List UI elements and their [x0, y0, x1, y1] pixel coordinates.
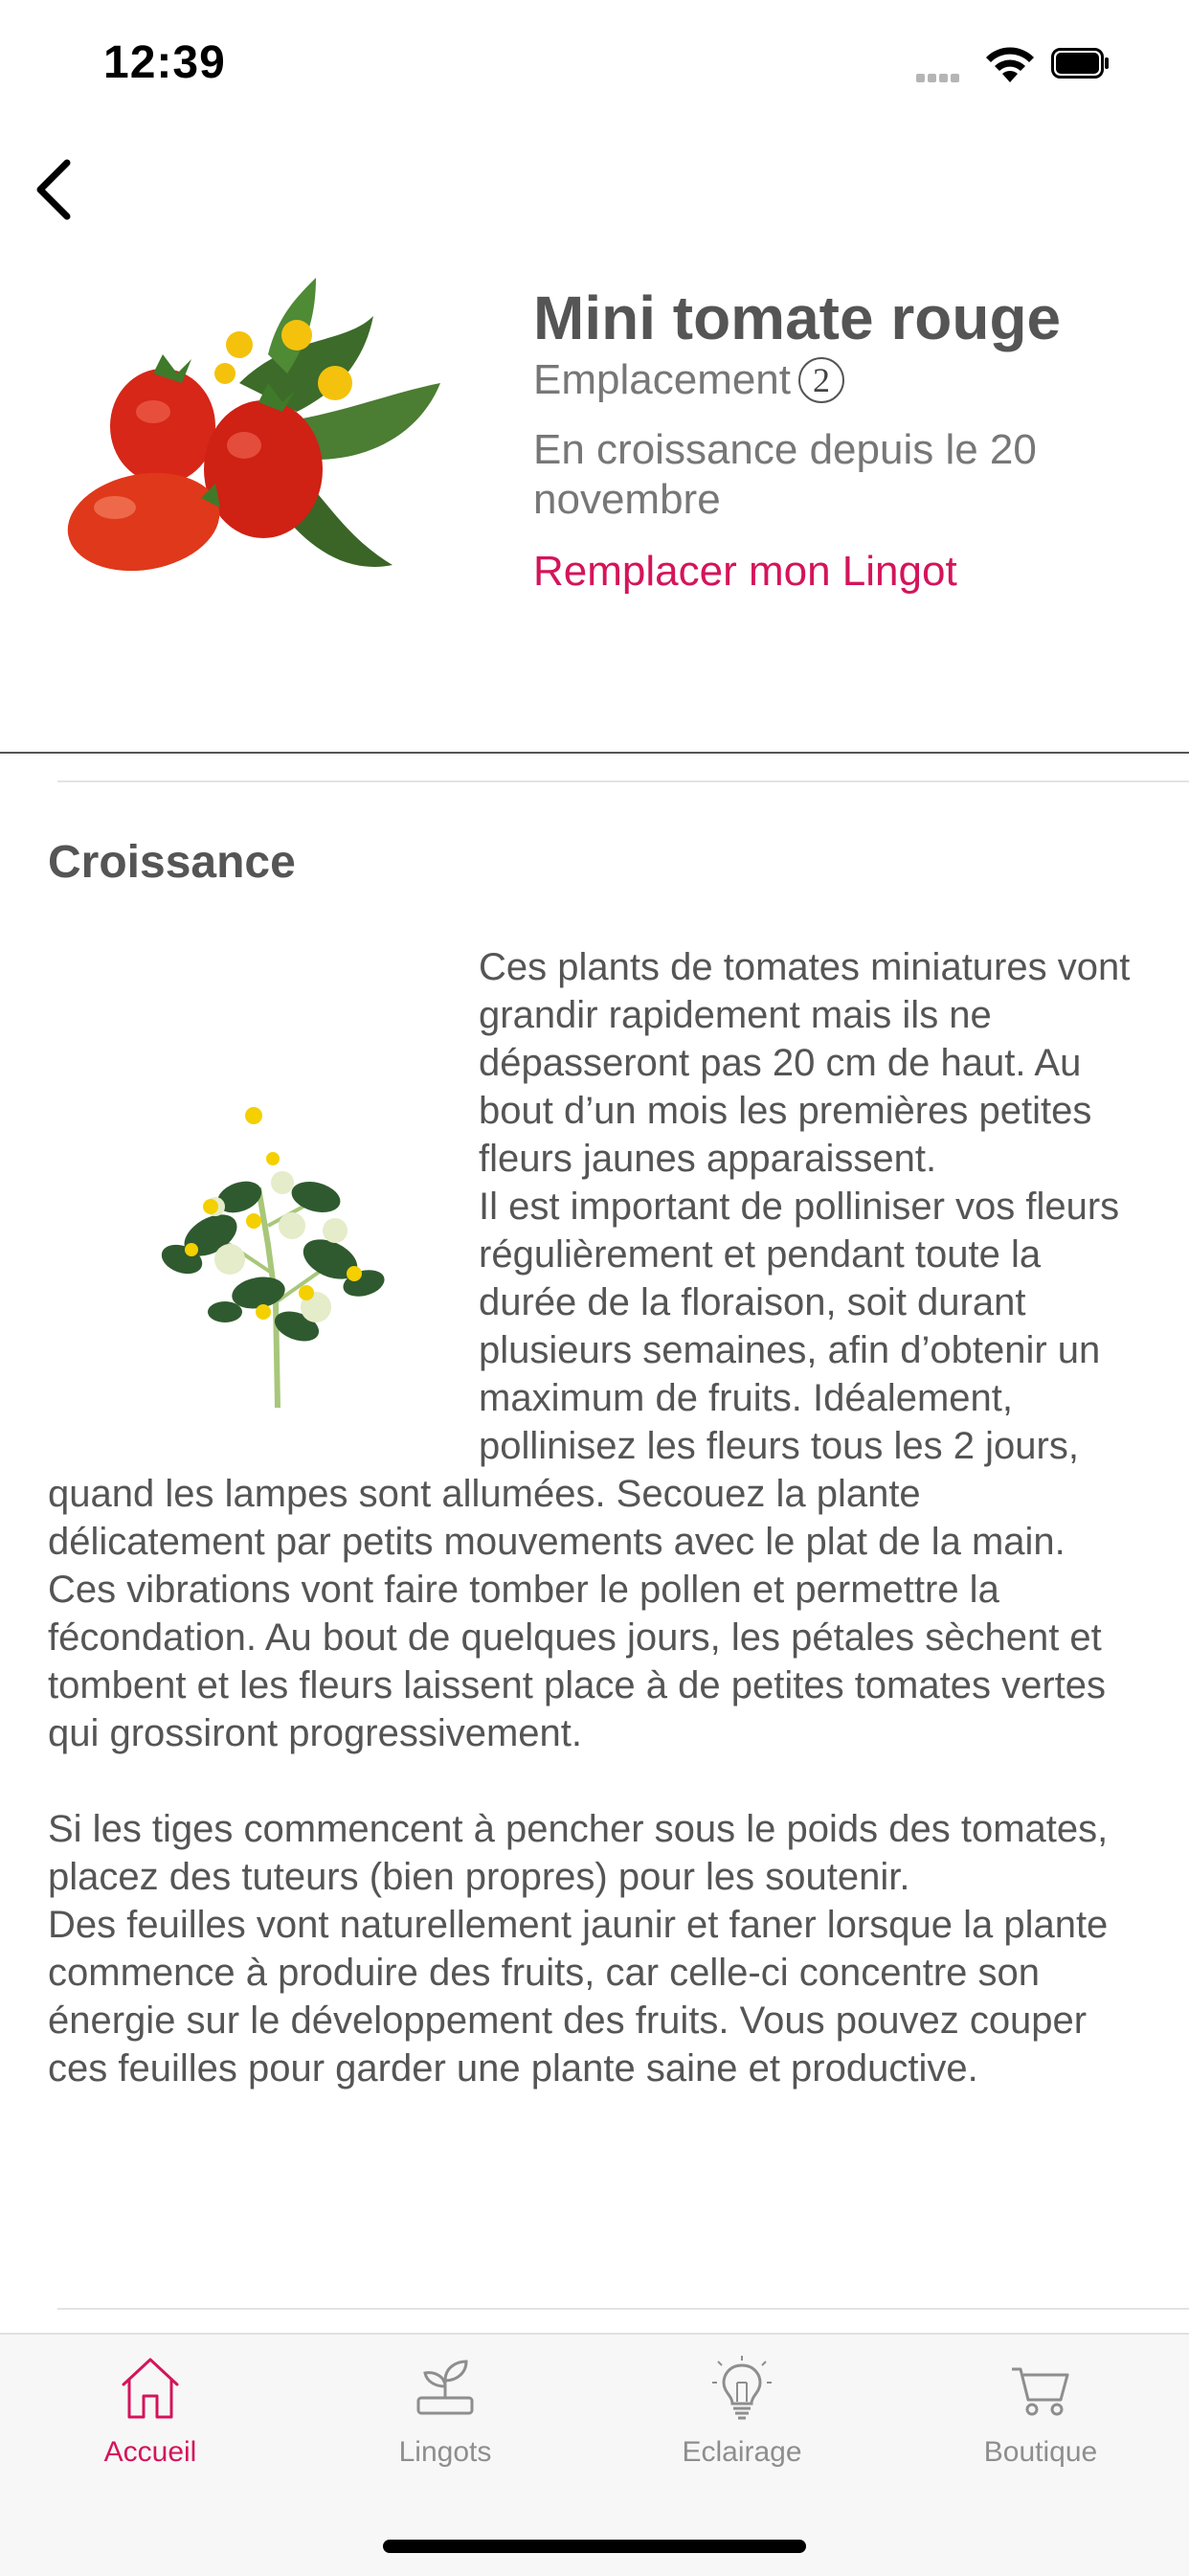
tab-label: Boutique [983, 2436, 1098, 2468]
tomato-product-image [57, 278, 479, 603]
paragraph: Il est important de polliniser vos fleurs régulièrement et pendant toute la durée de la floraison, soit durant plusieurs semaines, afin d’obtenir un maximum de fruits. Idéalement, pollinisez les fleurs tous les 2 jours, quand les lampes sont allumées. Secouez la plante délicatement par petits mouvements avec le plat de la main. Ces vibrations vont faire tomber le pollen et permettre la fécondation. Au bout de quelques jours, les pétales sèchent et tombent et les fleurs laissent place à de petites tomates vertes qui grossiront progressivement. [48, 1186, 1120, 1754]
cart-icon [1009, 2354, 1072, 2421]
tab-lingots[interactable] [297, 2335, 594, 2478]
slot-number-badge: 2 [798, 357, 844, 403]
chevron-left-icon [29, 151, 86, 228]
section-divider-top [57, 780, 1189, 782]
tab-label: Eclairage [682, 2436, 802, 2468]
tab-label: Accueil [103, 2436, 197, 2468]
paragraph: Des feuilles vont naturellement jaunir et faner lorsque la plante commence à produire des fruits, car celle-ci concentre son énergie sur le développement des fruits. Vous pouvez couper ces feuilles pour garder une plante saine et productive. [48, 1904, 1109, 2090]
slot-row [533, 356, 844, 404]
battery-icon [1051, 48, 1110, 79]
plant-title: Mini tomate rouge [533, 283, 1062, 352]
paragraph: Ces plants de tomates miniatures vont grandir rapidement mais ils ne dépasseront pas 20 cm de haut. Au bout d’un mois les premières petites fleurs jaunes apparaissent. [479, 946, 1131, 1180]
status-bar [0, 0, 1189, 126]
growing-since-text: En croissance depuis le 20 novembre [533, 426, 1037, 523]
slot-label: Emplacement [533, 356, 792, 403]
sprout-icon [414, 2354, 477, 2421]
lightbulb-icon [710, 2354, 774, 2421]
replace-lingot-link[interactable]: Remplacer mon Lingot [533, 548, 957, 595]
growth-description [48, 943, 1139, 2092]
tab-boutique[interactable] [892, 2335, 1189, 2478]
section-title: Croissance [48, 837, 296, 888]
tab-accueil[interactable] [2, 2335, 299, 2478]
cellular-signal-icon [916, 70, 962, 87]
paragraph: Si les tiges commencent à pencher sous le poids des tomates, placez des tuteurs (bien propres) pour les soutenir. [48, 1808, 1109, 1898]
tab-label: Lingots [398, 2436, 492, 2468]
wifi-icon [983, 44, 1037, 84]
section-divider-bottom [57, 2308, 1189, 2310]
home-icon [119, 2354, 182, 2421]
back-button[interactable] [29, 151, 86, 228]
header-divider [0, 752, 1189, 754]
tab-eclairage[interactable] [594, 2335, 890, 2478]
status-time: 12:39 [103, 37, 226, 88]
home-indicator[interactable] [383, 2540, 806, 2553]
